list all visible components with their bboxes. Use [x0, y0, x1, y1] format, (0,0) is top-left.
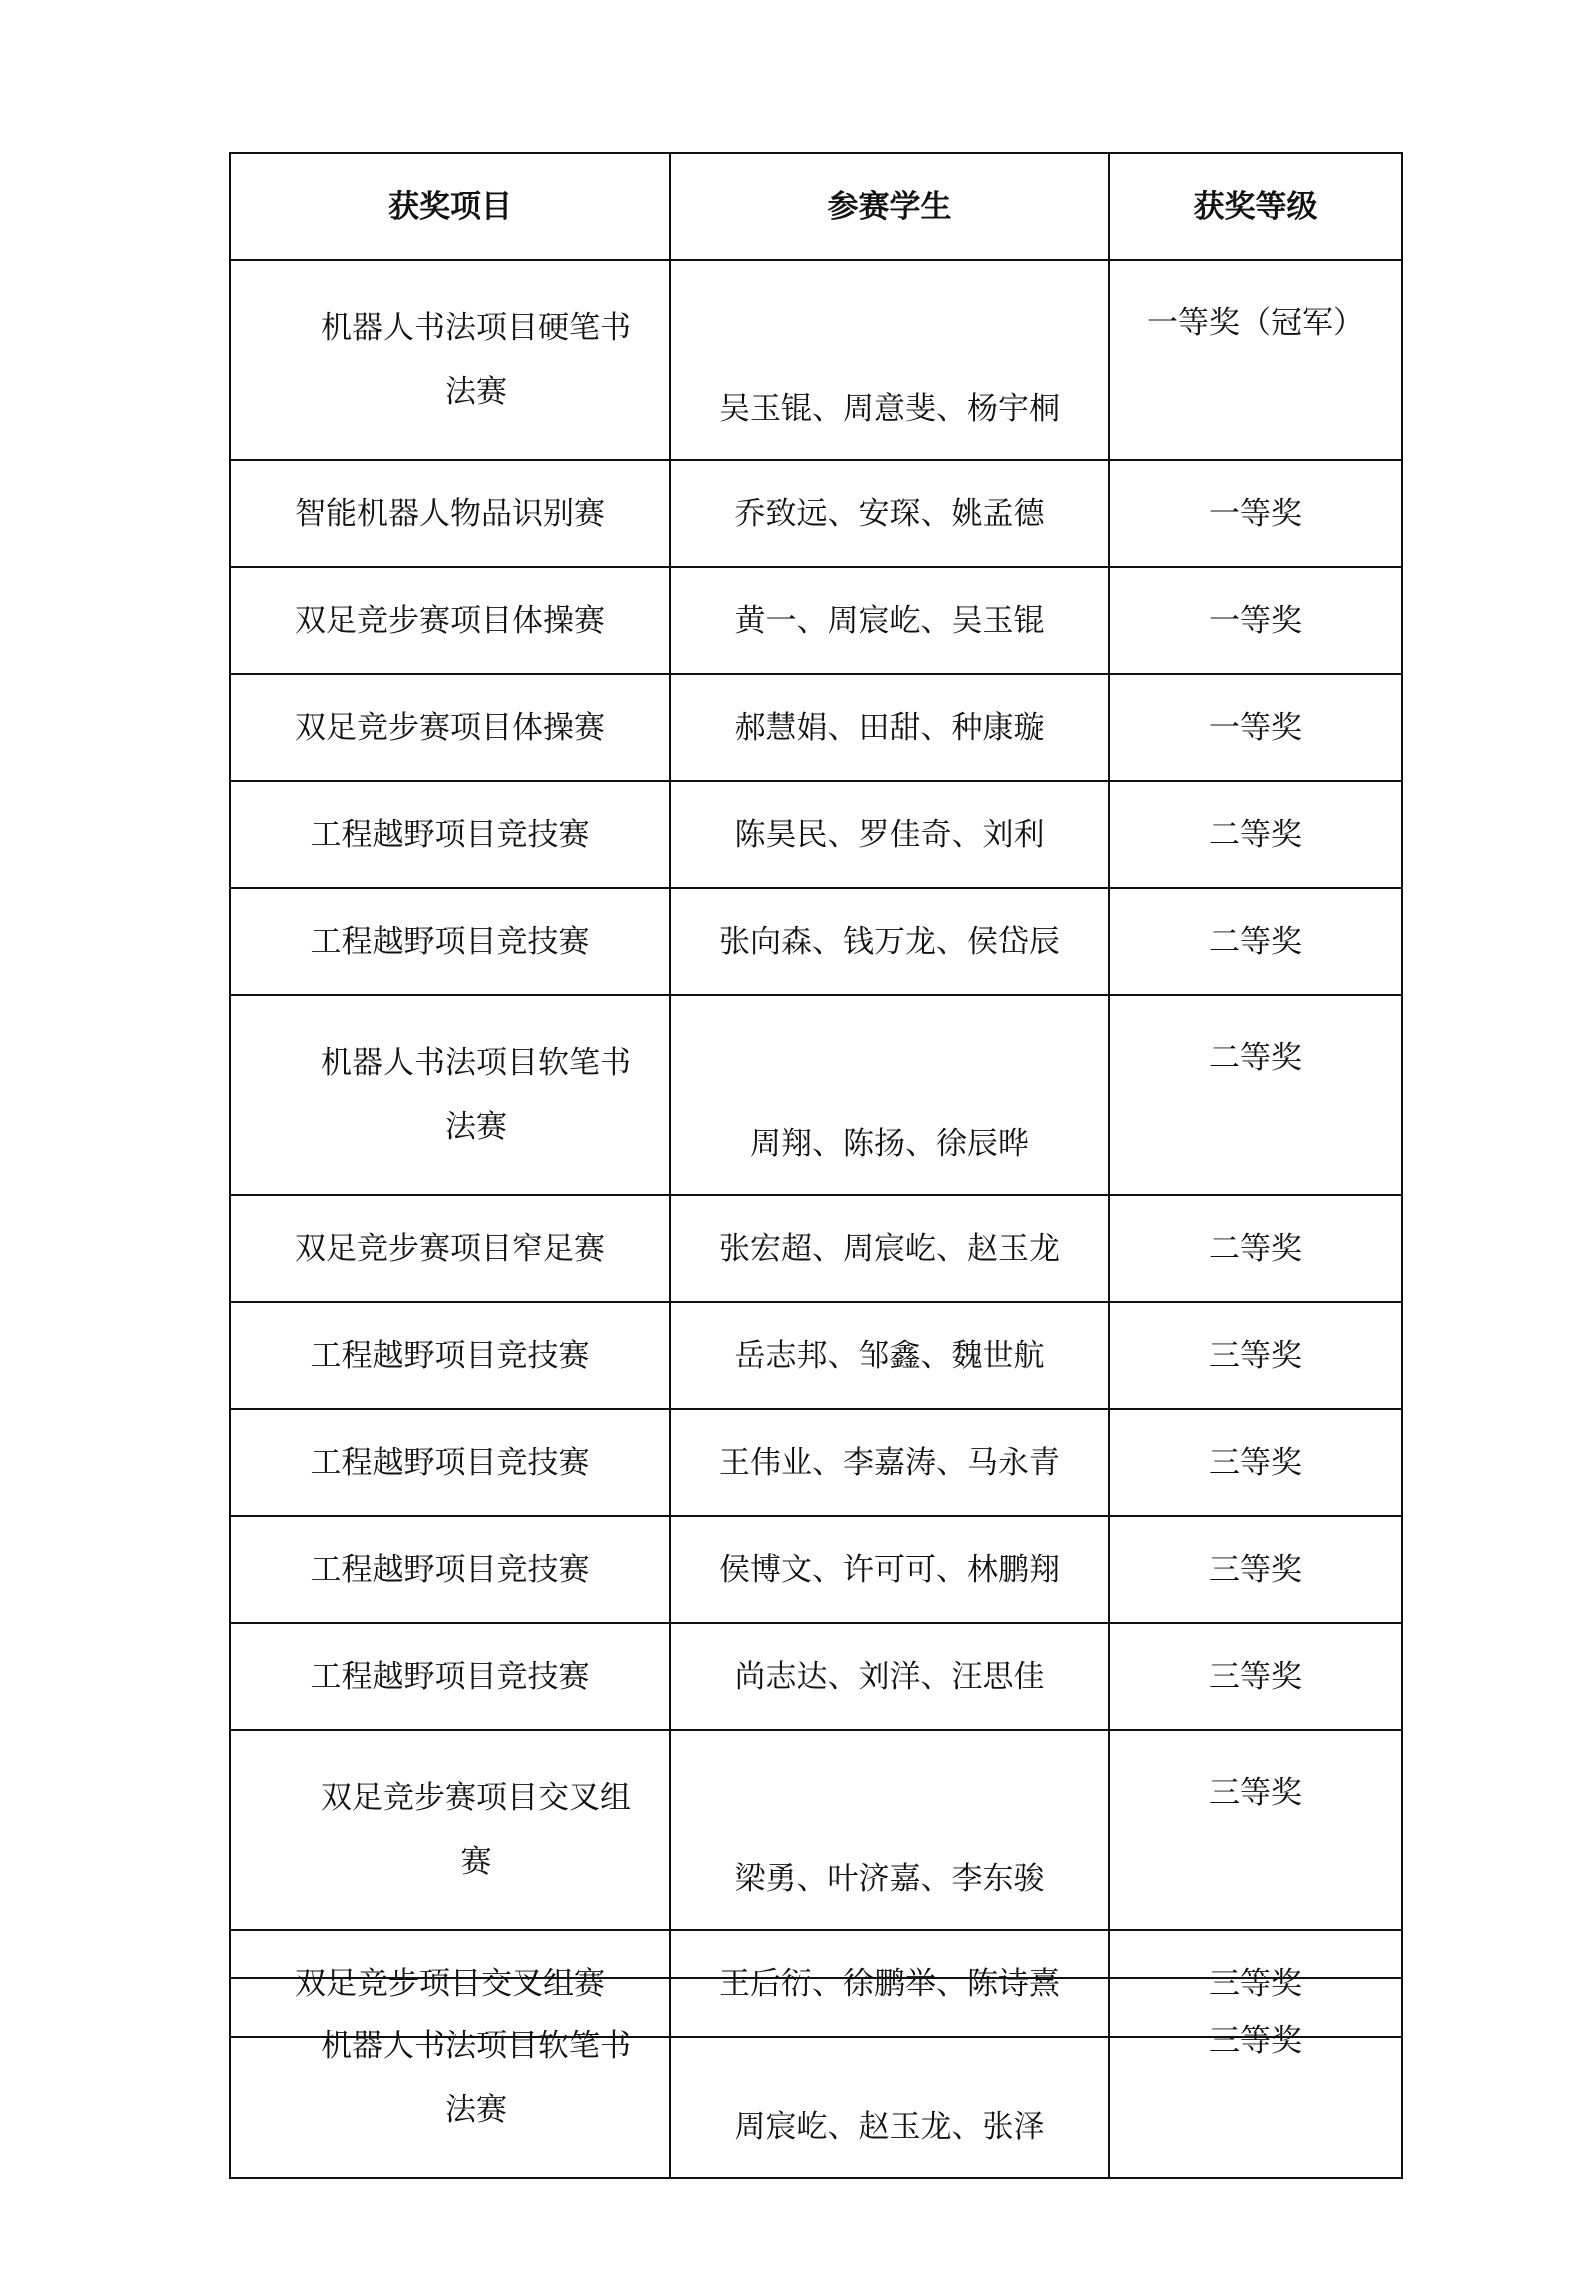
level-cell: 一等奖 [1109, 674, 1402, 781]
level-cell: 三等奖 [1109, 1623, 1402, 1730]
table-row [230, 1730, 1402, 1930]
table-row [230, 1409, 1402, 1516]
project-cell [230, 995, 670, 1195]
project-line: 赛 [460, 1844, 492, 1880]
students-cell: 王后衍、徐鹏举、陈诗熹 [670, 1930, 1109, 2037]
level-cell: 二等奖 [1109, 781, 1402, 888]
project-cell [230, 1978, 670, 2178]
table-row [230, 460, 1402, 567]
students-cell: 张向森、钱万龙、侯岱辰 [670, 888, 1109, 995]
project-cell: 工程越野项目竞技赛 [230, 1302, 670, 1409]
awards-table-continued [229, 1977, 1403, 2179]
project-cell: 工程越野项目竞技赛 [230, 1516, 670, 1623]
level-cell: 三等奖 [1109, 1516, 1402, 1623]
students-cell: 郝慧娟、田甜、种康璇 [670, 674, 1109, 781]
awards-table [229, 152, 1403, 2038]
project-line: 法赛 [445, 1109, 507, 1145]
project-cell: 工程越野项目竞技赛 [230, 1409, 670, 1516]
level-cell: 一等奖 [1109, 567, 1402, 674]
students-cell: 侯博文、许可可、林鹏翔 [670, 1516, 1109, 1623]
project-line: 双足竞步赛项目交叉组 [321, 1780, 631, 1816]
level-cell: 三等奖 [1109, 1409, 1402, 1516]
level-cell: 二等奖 [1109, 995, 1402, 1195]
project-cell: 双足竞步赛项目体操赛 [230, 567, 670, 674]
project-cell: 工程越野项目竞技赛 [230, 888, 670, 995]
table-row [230, 1978, 1402, 2178]
level-cell: 一等奖（冠军） [1109, 260, 1402, 460]
header-level: 获奖等级 [1109, 153, 1402, 260]
project-line: 法赛 [445, 374, 507, 410]
table-row [230, 888, 1402, 995]
table-row [230, 674, 1402, 781]
level-cell: 三等奖 [1109, 1730, 1402, 1930]
table-header-row [230, 153, 1402, 260]
header-students: 参赛学生 [670, 153, 1109, 260]
students-cell: 岳志邦、邹鑫、魏世航 [670, 1302, 1109, 1409]
project-cell [230, 260, 670, 460]
students-cell: 张宏超、周宸屹、赵玉龙 [670, 1195, 1109, 1302]
table-row [230, 260, 1402, 460]
students-cell: 尚志达、刘洋、汪思佳 [670, 1623, 1109, 1730]
table-row [230, 1195, 1402, 1302]
project-line: 机器人书法项目软笔书 [321, 2028, 631, 2064]
students-cell: 乔致远、安琛、姚孟德 [670, 460, 1109, 567]
level-cell: 二等奖 [1109, 888, 1402, 995]
table-row [230, 781, 1402, 888]
students-cell: 黄一、周宸屹、吴玉锟 [670, 567, 1109, 674]
project-cell: 双足竞步项目交叉组赛 [230, 1930, 670, 2037]
table-row [230, 1302, 1402, 1409]
students-cell: 周翔、陈扬、徐辰晔 [670, 995, 1109, 1195]
level-cell: 三等奖 [1109, 1978, 1402, 2178]
students-cell: 陈昊民、罗佳奇、刘利 [670, 781, 1109, 888]
table-row [230, 1516, 1402, 1623]
level-cell: 三等奖 [1109, 1302, 1402, 1409]
project-cell: 双足竞步赛项目窄足赛 [230, 1195, 670, 1302]
project-cell: 双足竞步赛项目体操赛 [230, 674, 670, 781]
students-cell: 吴玉锟、周意斐、杨宇桐 [670, 260, 1109, 460]
table-row [230, 567, 1402, 674]
table-row [230, 1623, 1402, 1730]
students-cell: 梁勇、叶济嘉、李东骏 [670, 1730, 1109, 1930]
project-cell: 智能机器人物品识别赛 [230, 460, 670, 567]
header-project: 获奖项目 [230, 153, 670, 260]
project-line: 法赛 [445, 2092, 507, 2128]
students-cell: 王伟业、李嘉涛、马永青 [670, 1409, 1109, 1516]
level-cell: 一等奖 [1109, 460, 1402, 567]
project-line: 机器人书法项目软笔书 [321, 1045, 631, 1081]
students-cell: 周宸屹、赵玉龙、张泽 [670, 1978, 1109, 2178]
project-cell [230, 1730, 670, 1930]
table-row [230, 995, 1402, 1195]
level-cell: 二等奖 [1109, 1195, 1402, 1302]
project-line: 机器人书法项目硬笔书 [321, 310, 631, 346]
level-cell: 三等奖 [1109, 1930, 1402, 2037]
project-cell: 工程越野项目竞技赛 [230, 781, 670, 888]
project-cell: 工程越野项目竞技赛 [230, 1623, 670, 1730]
